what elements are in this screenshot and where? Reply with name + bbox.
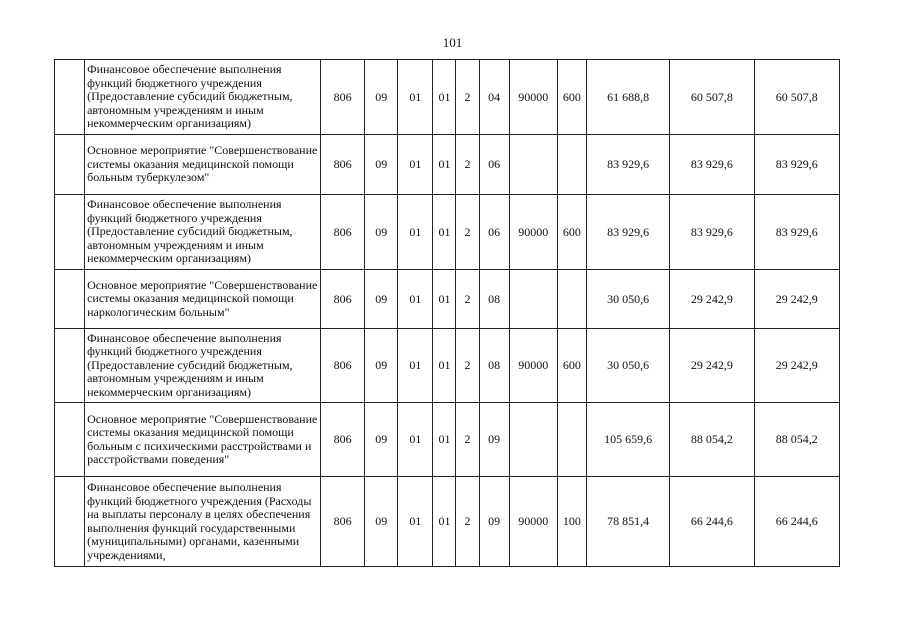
row-index-cell <box>55 195 85 270</box>
program-code: 01 <box>433 60 456 135</box>
table-row <box>55 403 840 477</box>
subprogram-code: 2 <box>456 135 479 195</box>
direction-code <box>509 270 557 329</box>
ministry-code: 806 <box>321 477 365 567</box>
event-code: 04 <box>479 60 509 135</box>
expense-type-code: 100 <box>557 477 586 567</box>
table-row <box>55 60 840 135</box>
expense-type-code <box>557 270 586 329</box>
amount-year-1: 78 851,4 <box>586 477 669 567</box>
subsection-code: 01 <box>398 195 433 270</box>
expense-type-code <box>557 135 586 195</box>
expense-type-code <box>557 403 586 477</box>
program-code: 01 <box>433 270 456 329</box>
expense-type-code: 600 <box>557 60 586 135</box>
section-code: 09 <box>365 403 398 477</box>
amount-year-2: 60 507,8 <box>670 60 754 135</box>
amount-year-3: 60 507,8 <box>754 60 839 135</box>
expense-type-code: 600 <box>557 195 586 270</box>
program-code: 01 <box>433 477 456 567</box>
amount-year-1: 30 050,6 <box>586 270 669 329</box>
amount-year-1: 61 688,8 <box>586 60 669 135</box>
ministry-code: 806 <box>321 403 365 477</box>
subsection-code: 01 <box>398 477 433 567</box>
amount-year-1: 105 659,6 <box>586 403 669 477</box>
amount-year-3: 88 054,2 <box>754 403 839 477</box>
row-index-cell <box>55 403 85 477</box>
event-code: 06 <box>479 135 509 195</box>
subprogram-code: 2 <box>456 329 479 403</box>
event-code: 09 <box>479 477 509 567</box>
amount-year-1: 83 929,6 <box>586 195 669 270</box>
row-index-cell <box>55 329 85 403</box>
amount-year-1: 30 050,6 <box>586 329 669 403</box>
amount-year-2: 83 929,6 <box>670 195 754 270</box>
table-row <box>55 329 840 403</box>
event-code: 08 <box>479 270 509 329</box>
subprogram-code: 2 <box>456 60 479 135</box>
budget-table <box>54 59 840 567</box>
amount-year-3: 83 929,6 <box>754 195 839 270</box>
program-code: 01 <box>433 403 456 477</box>
description-cell: Финансовое обеспечение выполнения функций бюджетного учреждения (Предоставление субсидий бюджетным, автономным учреждениям и иным некоммерческим организациям) <box>85 195 321 270</box>
row-index-cell <box>55 477 85 567</box>
amount-year-3: 29 242,9 <box>754 329 839 403</box>
row-index-cell <box>55 270 85 329</box>
description-cell: Финансовое обеспечение выполнения функций бюджетного учреждения (Предоставление субсидий бюджетным, автономным учреждениям и иным некоммерческим организациям) <box>85 329 321 403</box>
section-code: 09 <box>365 329 398 403</box>
amount-year-3: 29 242,9 <box>754 270 839 329</box>
table-row <box>55 135 840 195</box>
ministry-code: 806 <box>321 135 365 195</box>
section-code: 09 <box>365 477 398 567</box>
ministry-code: 806 <box>321 195 365 270</box>
subprogram-code: 2 <box>456 477 479 567</box>
direction-code: 90000 <box>509 195 557 270</box>
description-cell: Основное мероприятие "Совершенствование системы оказания медицинской помощи больным туберкулезом" <box>85 135 321 195</box>
amount-year-2: 29 242,9 <box>670 270 754 329</box>
direction-code <box>509 135 557 195</box>
subsection-code: 01 <box>398 135 433 195</box>
amount-year-2: 88 054,2 <box>670 403 754 477</box>
description-cell: Основное мероприятие "Совершенствование системы оказания медицинской помощи больным с психическими расстройствами и расстройствами поведения" <box>85 403 321 477</box>
description-cell: Финансовое обеспечение выполнения функций бюджетного учреждения (Предоставление субсидий бюджетным, автономным учреждениям и иным некоммерческим организациям) <box>85 60 321 135</box>
amount-year-2: 83 929,6 <box>670 135 754 195</box>
event-code: 09 <box>479 403 509 477</box>
amount-year-1: 83 929,6 <box>586 135 669 195</box>
direction-code: 90000 <box>509 60 557 135</box>
table-row <box>55 477 840 567</box>
subsection-code: 01 <box>398 270 433 329</box>
row-index-cell <box>55 135 85 195</box>
event-code: 08 <box>479 329 509 403</box>
expense-type-code: 600 <box>557 329 586 403</box>
section-code: 09 <box>365 60 398 135</box>
page-number: 101 <box>442 35 463 50</box>
subsection-code: 01 <box>398 403 433 477</box>
program-code: 01 <box>433 195 456 270</box>
amount-year-2: 29 242,9 <box>670 329 754 403</box>
direction-code <box>509 403 557 477</box>
table-row <box>55 195 840 270</box>
amount-year-3: 83 929,6 <box>754 135 839 195</box>
ministry-code: 806 <box>321 60 365 135</box>
event-code: 06 <box>479 195 509 270</box>
program-code: 01 <box>433 135 456 195</box>
amount-year-3: 66 244,6 <box>754 477 839 567</box>
section-code: 09 <box>365 270 398 329</box>
subprogram-code: 2 <box>456 270 479 329</box>
row-index-cell <box>55 60 85 135</box>
subsection-code: 01 <box>398 329 433 403</box>
description-cell: Основное мероприятие "Совершенствование системы оказания медицинской помощи наркологическим больным" <box>85 270 321 329</box>
ministry-code: 806 <box>321 329 365 403</box>
description-cell: Финансовое обеспечение выполнения функций бюджетного учреждения (Расходы на выплаты персоналу в целях обеспечения выполнения функций государственными (муниципальными) органами, казенными учреждениями, <box>85 477 321 567</box>
program-code: 01 <box>433 329 456 403</box>
subprogram-code: 2 <box>456 403 479 477</box>
section-code: 09 <box>365 195 398 270</box>
section-code: 09 <box>365 135 398 195</box>
subprogram-code: 2 <box>456 195 479 270</box>
table-row <box>55 270 840 329</box>
amount-year-2: 66 244,6 <box>670 477 754 567</box>
ministry-code: 806 <box>321 270 365 329</box>
direction-code: 90000 <box>509 329 557 403</box>
direction-code: 90000 <box>509 477 557 567</box>
subsection-code: 01 <box>398 60 433 135</box>
